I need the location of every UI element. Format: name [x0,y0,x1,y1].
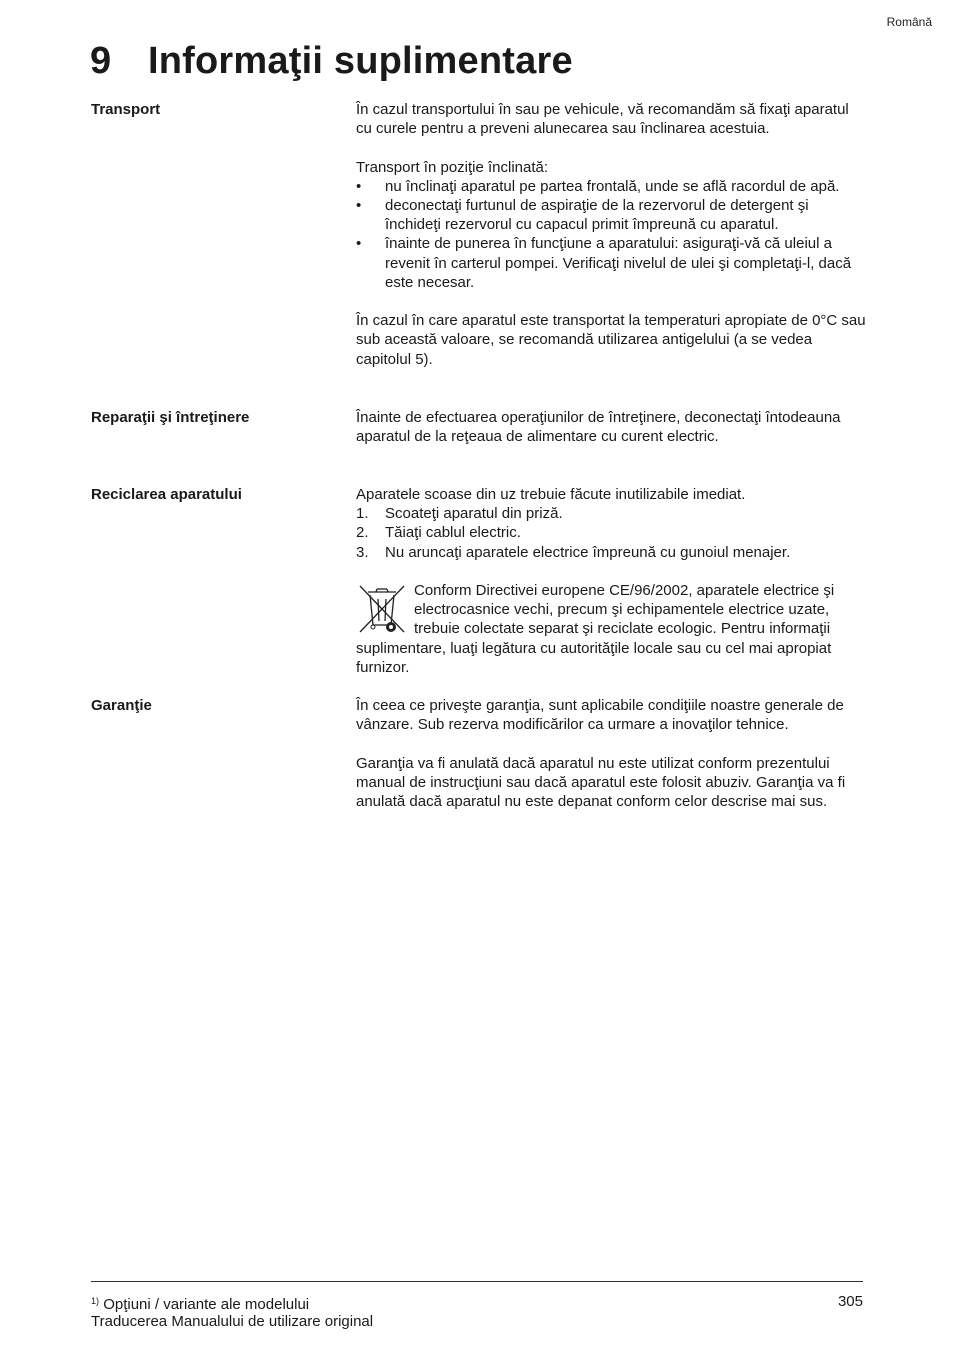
weee-notice [356,581,868,677]
bullet-text: nu înclinaţi aparatul pe partea frontală, unde se află racordul de apă. [385,177,840,195]
section-label-recycling: Reciclarea aparatului [91,486,242,503]
paragraph: În cazul în care aparatul este transportat la temperaturi apropiate de 0°C sau sub această valoare, se recomandă utilizarea antigelului (a se vedea capitolul 5). [356,312,866,368]
bullet-marker: • [356,177,362,195]
footnote [91,1292,309,1314]
section-body-warranty [356,696,868,811]
numbered-item [356,543,868,562]
section-label-repairs: Reparaţii şi întreţinere [91,409,250,426]
step-number: 2. [356,524,369,542]
bullet-marker: • [356,235,362,253]
step-text: Nu aruncaţi aparatele electrice împreună cu gunoiul menajer. [385,543,791,561]
bullet-text: deconectaţi furtunul de aspiraţie de la rezervorul de detergent şi închideţi rezervorul cu capacul primit împreună cu aparatul. [385,197,809,234]
crossed-out-bin-icon [356,583,408,635]
bullet-item [356,196,868,234]
bullet-item [356,234,868,292]
paragraph: Înainte de efectuarea operaţiunilor de întreţinere, deconectaţi întodeauna aparatul de la reţeaua de alimentare cu curent electric. [356,409,841,446]
footnote-text: Opţiuni / variante ale modelului [103,1296,310,1313]
bullet-text: înainte de punerea în funcţiune a aparatului: asiguraţi-vă că uleiul a revenit în carterul pompei. Verificaţi nivelul de ulei şi completaţi-l, dacă este necesar. [385,235,852,291]
numbered-item [356,523,868,542]
bullet-marker: • [356,197,362,214]
page-number: 305 [837,1293,863,1310]
paragraph: În ceea ce priveşte garanţia, sunt aplicabile condiţiile noastre generale de vânzare. Sub rezerva modificărilor ca urmare a inovaţilor tehnice. [356,697,844,734]
page-title [90,40,573,83]
paragraph: Garanţia va fi anulată dacă aparatul nu este utilizat conform prezentului manual de instrucţiuni sau dacă aparatul este folosit abuziv. Garanţia va fi anulată dacă aparatul nu este depanat conform celor descrise mai sus. [356,754,846,810]
step-text: Tăiaţi cablul electric. [385,524,521,542]
section-body-recycling [356,485,868,677]
chapter-number: 9 [90,40,112,82]
weee-text: Conform Directivei europene CE/96/2002, aparatele electrice şi electrocasnice vechi, precum şi echipamentele electrice uzate, trebuie colectate separat şi reciclate ecologic. Pentru informaţii suplimentare, luaţi legătura cu autorităţile locale sau cu cel mai apropiat furnizor. [356,582,835,676]
numbered-item [356,504,868,523]
language-label: Română [886,15,932,29]
section-body-repairs [356,408,868,446]
section-body-transport [356,100,868,369]
footer-divider [91,1281,863,1282]
footnote-mark: 1) [91,1296,100,1306]
step-number: 1. [356,505,369,523]
section-label-warranty: Garanţie [91,697,152,714]
document-name: Traducerea Manualului de utilizare original [91,1313,374,1330]
chapter-title: Informaţii suplimentare [148,40,573,82]
paragraph: În cazul transportului în sau pe vehicule, vă recomandăm să fixaţi aparatul cu curele pentru a preveni alunecarea sau înclinarea acestuia. [356,101,849,138]
bullet-item [356,177,868,196]
step-text: Scoateţi aparatul din priză. [385,505,563,523]
paragraph: Transport în poziţie înclinată: [356,158,549,176]
section-label-transport: Transport [91,101,161,118]
step-number: 3. [356,543,369,561]
paragraph: Aparatele scoase din uz trebuie făcute inutilizabile imediat. [356,486,746,503]
